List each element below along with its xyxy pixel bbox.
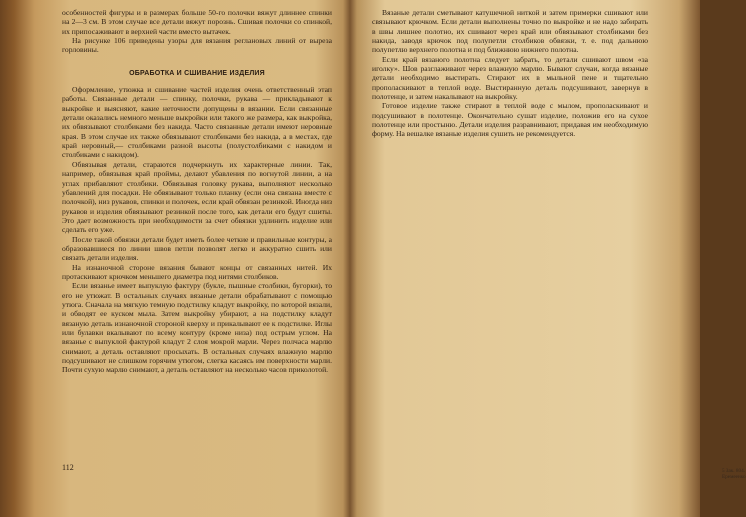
left-page	[0, 0, 350, 517]
paragraph: На рисунке 106 приведены узоры для вязания реглановых линий от выреза горловины.	[62, 36, 332, 55]
paragraph: Если вязанье имеет выпуклую фактуру (букле, пышные столбики, бугорки), то его не утюжат. В остальных случаях вязаные детали обрабатывают с помощью утюга. Сначала на мягкую темную подстилку кладут выкройку, по которой вязали, и обводят ее куском мыла. Затем выкройку убирают, а на подстилку кладут вязаную деталь изнаночной стороной кверху и прикалывают ее к подстилке. Иглы или булавки вкалывают по всему контуру (кроме низа) под острым углом. На вязанье с выпуклой фактурой кладут 2 слоя мокрой марли. Через полчаса марлю снимают, а деталь оставляют просыхать. В остальных случаях влажную марлю подсушивают не слишком горячим утюгом, слегка касаясь им поверхности марли. Почти сухую марлю снимают, а деталь оставляют на несколько часов приколотой.	[62, 281, 332, 375]
paragraph: Вязаные детали сметывают катушечной ниткой и затем примерки сшивают или связывают крючком. Если детали выполнены точно по выкройке и не надо забирать в швы лишнее полотно, их сшивают через край или обвязывают столбиками без накида, заводя крючок под полупетли столбиков обвязки, т. е. под дальнюю полупетлю верхнего полотна и под ближнюю нижнего полотна.	[372, 8, 648, 55]
section-heading: ОБРАБОТКА И СШИВАНИЕ ИЗДЕЛИЯ	[129, 69, 265, 77]
paragraph: Если край вязаного полотна следует забрать, то детали сшивают швом «за иголку». Шов разглаживают через влажную марлю. Бывают случаи, когда вязаные детали необходимо выстирать. Стирают их в мыльной пене и тщательно прополаскивают в теплой воде. Выстиранную деталь подсушивают, завернув в полотенце, и затем накалывают на выкройку.	[372, 54, 648, 102]
paragraph: На изнаночной стороне вязания бывают концы от связанных нитей. Их протаскивают крючком меньшего диаметра под нитями столбиков.	[62, 262, 332, 281]
paragraph: Обвязывая детали, стараются подчеркнуть их характерные линии. Так, например, обвязывая край проймы, делают убавления по вогнутой линии, а на углах прибавляют столбики. Обвязывая головку рукава, выполняют несколько убавлений для посадки. Не обвязывают только планку (если она связана вместе с полочкой), низ рукавов, спинки и полочек, если край обвязан резинкой. Иногда низ рукавов и изделия обвязывают резинкой после того, как детали его будут сшиты. Это дает возможность при необходимости за счет обвязки удлинить изделие или сделать его уже.	[62, 159, 332, 235]
paragraph: После такой обвязки детали будет иметь более четкие и правильные контуры, а образовавшиеся по линии швов петли позволят легко и аккуратно сшить или связать детали изделия.	[62, 234, 332, 263]
paragraph: особенностей фигуры и в размерах больше 50-го полочки вяжут длиннее спинки на 2—3 см. В этом случае все детали вяжут порознь. Сшивая полочки со спинкой, их припосаживают в верхней части вместо вытачек.	[62, 8, 332, 36]
paragraph: Оформление, утюжка и сшивание частей изделия очень ответственный этап работы. Связанные детали — спинку, полочки, рукава — прикладывают к выкройке и выясняют, какие неточности допущены в вязании. Если связанные детали оказались немного меньше выкройки или такого же размера, как выкройка, их обвязывают столбиками без накида. Часто связанные детали имеют неровные края. В этом случае их также обвязывают столбиками без накида, а в местах, где край неровный,— столбиками разной высоты (полустолбиками с накидом и столбиками с накидом).	[62, 85, 332, 160]
left-page-text	[62, 8, 332, 375]
page-footer: 5 Зак. 804. Еремеенко	[722, 468, 746, 480]
right-page-text	[372, 8, 648, 139]
page-number: 112	[62, 463, 74, 472]
right-page	[350, 0, 746, 517]
paragraph: Готовое изделие также стирают в теплой воде с мылом, прополаскивают и подсушивают в полотенце. Окончательно сушат изделие, положив его на сухое полотенце или простыню. Детали изделия разравнивают, придавая им необходимую форму. На вешалке вязаные изделия сушить не рекомендуется.	[372, 101, 648, 139]
